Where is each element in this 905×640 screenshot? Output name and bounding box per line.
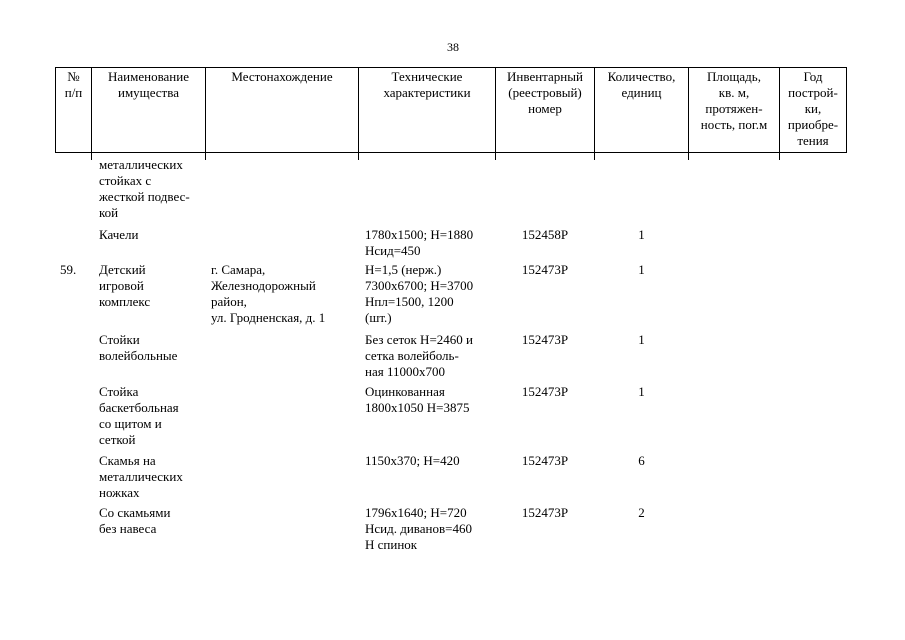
header-specs-line2: характеристики — [383, 85, 471, 100]
item-specs-line: Нсид=450 — [365, 243, 421, 258]
item-name-line: Скамья на — [99, 453, 156, 468]
item-name — [99, 157, 190, 221]
item-specs-line: 1800х1050 Н=3875 — [365, 400, 470, 415]
header-name-line1: Наименование — [108, 69, 189, 84]
item-name — [99, 262, 150, 310]
header-year-line3: ки, — [804, 101, 822, 116]
item-name-line: сеткой — [99, 432, 136, 447]
item-inventory: 152473Р — [521, 262, 569, 277]
item-name-line: со щитом и — [99, 416, 162, 431]
item-specs-line: Оцинкованная — [365, 384, 445, 399]
item-specs — [365, 262, 473, 326]
header-inventory-line2: (реестровый) — [508, 85, 582, 100]
header-year-line4: приобре- — [787, 117, 839, 132]
column-divider — [205, 153, 206, 160]
item-quantity: 1 — [638, 384, 645, 399]
item-specs — [365, 505, 472, 553]
header-specs-line1: Технические — [391, 69, 463, 84]
header-name — [91, 67, 205, 153]
item-specs-line: 1150х370; Н=420 — [365, 453, 460, 468]
item-specs — [365, 384, 469, 416]
item-name-line: жесткой подвес- — [99, 189, 190, 204]
item-name — [99, 384, 179, 448]
item-inventory: 152473Р — [521, 453, 569, 468]
item-name-line: игровой — [99, 278, 144, 293]
header-quantity-line1: Количество, — [607, 69, 676, 84]
item-name-line: металлических — [99, 157, 183, 172]
item-name-line: Со скамьями — [99, 505, 171, 520]
item-specs-line: сетка волейболь- — [365, 348, 459, 363]
item-location-line: Железнодорожный — [211, 278, 316, 293]
item-name-line: Качели — [99, 227, 139, 242]
item-name — [99, 332, 177, 364]
header-inventory-line1: Инвентарный — [507, 69, 583, 84]
header-num-line1: № — [67, 69, 80, 84]
item-inventory: 152458Р — [521, 227, 569, 242]
header-area-line2: кв. м, — [718, 85, 750, 100]
item-name-line: Стойки — [99, 332, 140, 347]
header-year-line1: Год — [803, 69, 823, 84]
item-number: 59. — [60, 262, 77, 277]
item-location-line: ул. Гродненская, д. 1 — [211, 310, 326, 325]
item-specs-line: 1796х1640; Н=720 — [365, 505, 467, 520]
header-year-line2: построй- — [788, 85, 838, 100]
item-quantity: 1 — [638, 332, 645, 347]
header-area-line3: протяжен- — [705, 101, 763, 116]
item-specs-line: ная 11000х700 — [365, 364, 445, 379]
item-inventory: 152473Р — [521, 505, 569, 520]
column-divider — [594, 153, 595, 160]
item-name-line: Детский — [99, 262, 146, 277]
item-name-line: Стойка — [99, 384, 139, 399]
item-name-line: без навеса — [99, 521, 157, 536]
column-divider — [779, 153, 780, 160]
header-location-line1: Местонахождение — [231, 69, 333, 84]
column-divider — [358, 153, 359, 160]
item-location-line: район, — [211, 294, 247, 309]
header-quantity-line2: единиц — [621, 85, 662, 100]
header-location — [205, 67, 358, 153]
item-name-line: металлических — [99, 469, 183, 484]
header-inventory — [495, 67, 594, 153]
item-specs-line: (шт.) — [365, 310, 392, 325]
item-specs-line: Нпл=1500, 1200 — [365, 294, 454, 309]
header-name-line2: имущества — [118, 85, 179, 100]
header-area-line4: ность, пог.м — [700, 117, 768, 132]
item-specs-line: Нсид. диванов=460 — [365, 521, 472, 536]
header-quantity — [594, 67, 688, 153]
item-name-line: кой — [99, 205, 119, 220]
header-year — [779, 67, 847, 153]
item-name-line: ножках — [99, 485, 140, 500]
item-name-line: волейбольные — [99, 348, 178, 363]
item-quantity: 1 — [638, 227, 645, 242]
item-quantity: 2 — [638, 505, 645, 520]
item-name — [99, 227, 139, 243]
header-year-line5: тения — [797, 133, 829, 148]
item-quantity: 1 — [638, 262, 645, 277]
item-specs — [365, 453, 460, 469]
item-specs-line: Н спинок — [365, 537, 418, 552]
item-specs — [365, 332, 473, 380]
item-name-line: баскетбольная — [99, 400, 179, 415]
item-specs-line: Без сеток Н=2460 и — [365, 332, 473, 347]
item-specs-line: 7300х6700; Н=3700 — [365, 278, 474, 293]
item-name-line: стойках с — [99, 173, 152, 188]
item-inventory: 152473Р — [521, 332, 569, 347]
column-divider — [91, 153, 92, 160]
item-specs — [365, 227, 473, 259]
page-number: 38 — [447, 40, 459, 54]
header-num — [55, 67, 91, 153]
item-inventory: 152473Р — [521, 384, 569, 399]
header-area — [688, 67, 779, 153]
item-location — [211, 262, 325, 326]
item-name — [99, 505, 170, 537]
column-divider — [495, 153, 496, 160]
table-header — [55, 67, 847, 153]
header-specs — [358, 67, 495, 153]
item-name-line: комплекс — [99, 294, 151, 309]
item-specs-line: 1780х1500; Н=1880 — [365, 227, 474, 242]
header-area-line1: Площадь, — [707, 69, 761, 84]
item-location-line: г. Самара, — [211, 262, 266, 277]
item-specs-line: Н=1,5 (нерж.) — [365, 262, 442, 277]
header-num-line2: п/п — [64, 85, 83, 100]
item-name — [99, 453, 183, 501]
header-inventory-line3: номер — [528, 101, 562, 116]
column-divider — [688, 153, 689, 160]
item-quantity: 6 — [638, 453, 645, 468]
